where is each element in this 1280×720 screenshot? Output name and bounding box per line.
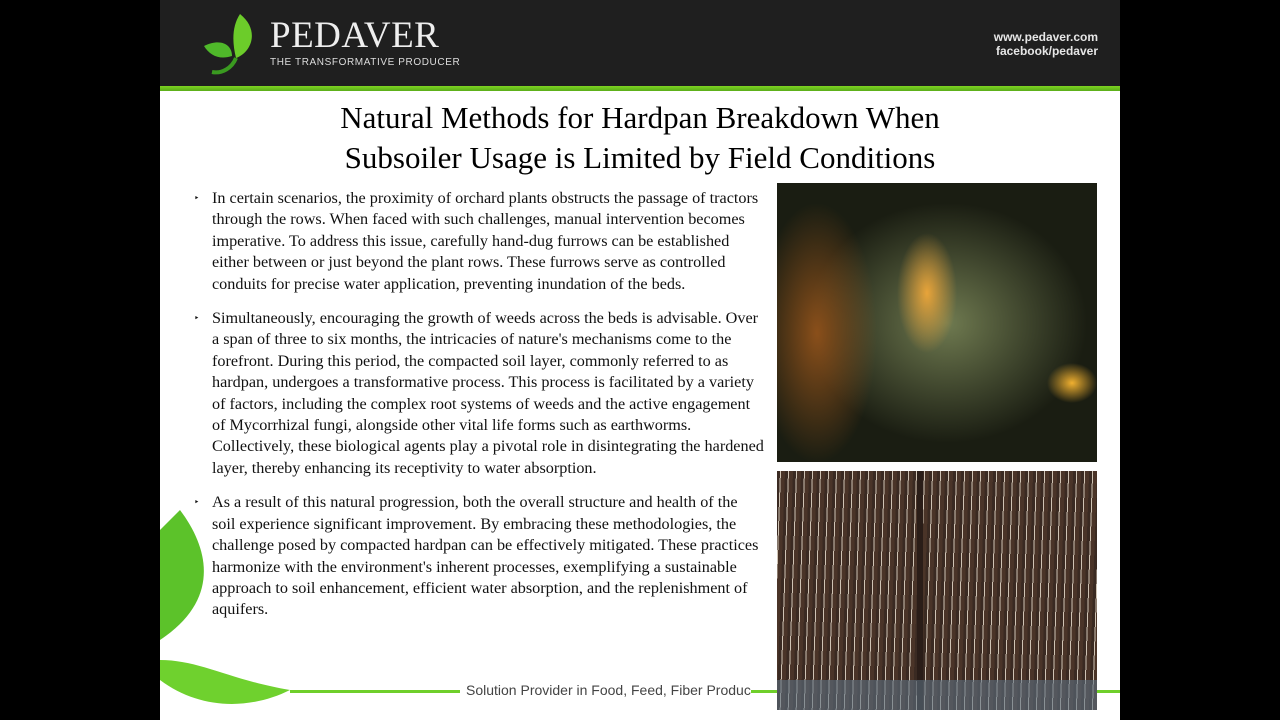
- bullet-item: [194, 188, 764, 295]
- title-line-2: Subsoiler Usage is Limited by Field Conditions: [344, 140, 936, 175]
- bullet-text: As a result of this natural progression, both the overall structure and health of the soil experience significant improvement. By embracing these methodologies, the challenge posed by compacted hardpan can be effectively mitigated. These practices harmonize with the environment's inherent processes, exemplifying a sustainable approach to soil enhancement, efficient water absorption, and the replenishment of aquifers.: [212, 493, 759, 619]
- bullet-text: In certain scenarios, the proximity of orchard plants obstructs the passage of tractors through the rows. When faced with such challenges, manual intervention becomes imperative. To address this issue, carefully hand-dug furrows can be established either between or just beyond the plant rows. These furrows serve as controlled conduits for precise water application, preventing inundation of the beds.: [212, 189, 759, 293]
- title-line-1: Natural Methods for Hardpan Breakdown When: [340, 100, 940, 135]
- brand-name: PEDAVER: [270, 15, 440, 56]
- leaf-logo-icon: [202, 12, 264, 76]
- footer-tagline: Solution Provider in Food, Feed, Fiber Produc: [460, 682, 751, 698]
- bullet-text: Simultaneously, encouraging the growth of weeds across the beds is advisable. Over a span of three to six months, the intricacies of nature's mechanisms come to the forefront. During this period, the compacted soil layer, commonly referred to as hardpan, undergoes a transformative process. This process is facilitated by a variety of factors, including the complex root systems of weeds and the active engagement of Mycorrhizal fungi, alongside other vital life forms such as earthworms. Collectively, these biological agents play a pivotal role in disintegrating the hardened layer, thereby enhancing its receptivity to water absorption.: [212, 309, 764, 477]
- header: [160, 0, 1120, 86]
- mycorrhizal-fungi-photo: [777, 183, 1097, 462]
- brand-tagline: THE TRANSFORMATIVE PRODUCER: [270, 57, 461, 68]
- website-link[interactable]: www.pedaver.com: [993, 30, 1098, 44]
- bullet-marker-icon: ‣: [194, 193, 200, 203]
- bullet-marker-icon: ‣: [194, 313, 200, 324]
- header-links: [994, 30, 1098, 58]
- bullet-marker-icon: ‣: [194, 497, 200, 508]
- facebook-link[interactable]: facebook/pedaver: [995, 44, 1098, 58]
- slide-title: [160, 98, 1120, 178]
- soil-roots-photo: [777, 471, 1097, 710]
- header-divider: [160, 86, 1120, 91]
- slide: [160, 0, 1120, 720]
- bullet-item: [194, 308, 764, 479]
- bullet-list: [194, 188, 764, 634]
- bullet-item: [194, 492, 764, 620]
